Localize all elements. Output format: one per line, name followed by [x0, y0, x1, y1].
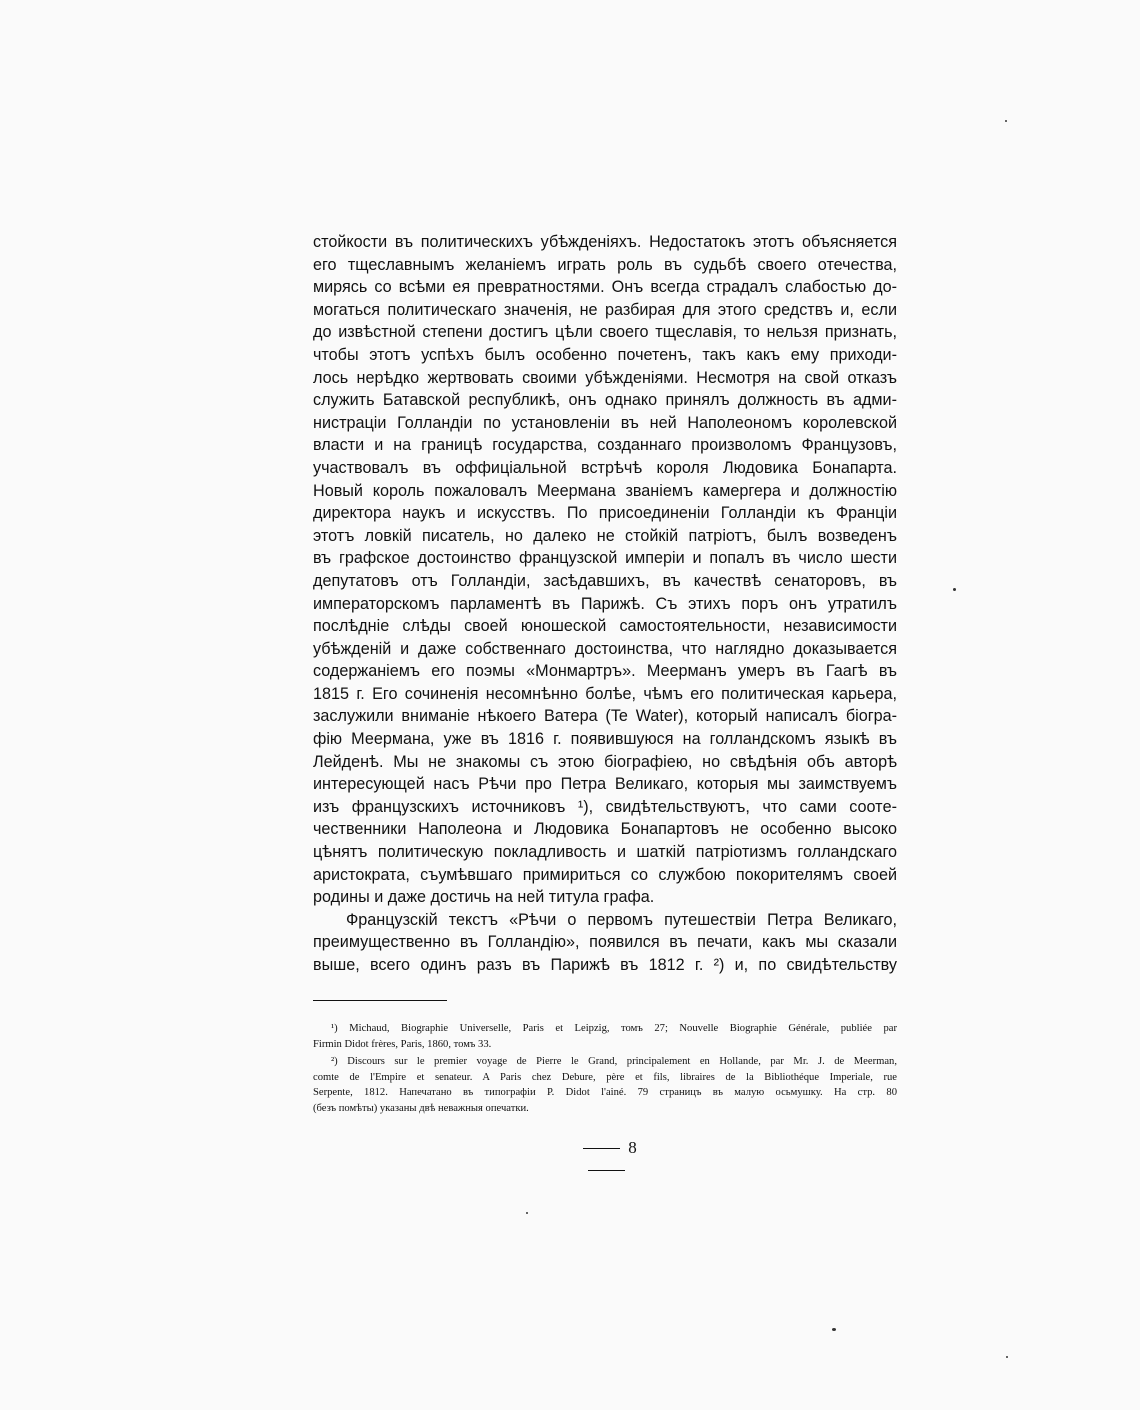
- text-line: участвовалъ въ оффицiальной встрѣчѣ короля Людовика Бонапарта.: [313, 458, 897, 477]
- text-line: Французскiй текстъ «Рѣчи о первомъ путешествiи Петра Великаго,: [346, 910, 897, 929]
- text-line: фiю Меермана, уже въ 1816 г. появившуюся на голландскомъ языкѣ въ: [313, 730, 897, 749]
- text-line: въ графское достоинство французской имперiи и попалъ въ число шести: [313, 549, 897, 568]
- footnote-1-line: ¹) Michaud, Biographie Universelle, Paris et Leipzig, томъ 27; Nouvelle Biographie Générale, publiée par: [331, 1023, 897, 1034]
- text-line: заслужили вниманiе нѣкоего Ватера (Te Water), который написалъ бiогра-: [313, 707, 897, 726]
- scan-speck: [832, 1328, 836, 1331]
- text-line: интересующей насъ Рѣчи про Петра Великаго, которыя мы заимствуемъ: [313, 775, 897, 794]
- text-line: убѣжденiй и даже собственнаго достоинства, что наглядно доказывается: [313, 639, 897, 658]
- text-line: лось нерѣдко жертвовать своими убѣжденiями. Несмотря на свой отказъ: [313, 368, 897, 387]
- scan-speck: [1005, 120, 1007, 122]
- text-line: этотъ ловкiй писатель, но далеко не стойкiй патрiотъ, былъ возведенъ: [313, 526, 897, 545]
- text-line: нистрацiи Голландiи по установленiи въ ней Наполеономъ королевской: [313, 413, 897, 432]
- footnote-2-line: ²) Discours sur le premier voyage de Pierre le Grand, principalement en Hollande, par Mr. J. de Meerman,: [331, 1056, 897, 1068]
- text-line: власти и на границѣ государства, созданнаго произволомъ Французовъ,: [313, 436, 897, 455]
- scan-speck: [1006, 1356, 1008, 1358]
- text-line: родины и даже достичь на ней титула графа.: [313, 888, 655, 907]
- text-line: Лейденѣ. Мы не знакомы съ этою бiографiею, но свѣдѣнiя объ авторѣ: [313, 752, 897, 771]
- text-line: преимущественно въ Голландiю», появился въ печати, какъ мы сказали: [313, 933, 897, 952]
- page-number-dash-right: [588, 1170, 625, 1171]
- footnotes: [313, 1021, 897, 1117]
- text-line: цѣнятъ политическую покладливость и шаткiй патрiотизмъ голландскаго: [313, 843, 897, 862]
- page-number-value: 8: [628, 1138, 637, 1157]
- page-number: [553, 1137, 659, 1181]
- text-line: чтобы этотъ успѣхъ былъ особенно почетенъ, такъ какъ ему приходи-: [313, 345, 897, 364]
- text-line: директора наукъ и искусствъ. По присоединенiи Голландiи къ Францiи: [313, 504, 897, 523]
- text-line: служить Батавской республикѣ, онъ однако принялъ должность въ адми-: [313, 391, 897, 410]
- text-line: могаться политическаго значенiя, не разбирая для этого средствъ и, если: [313, 300, 897, 319]
- text-line: аристократа, съумѣвшаго примириться со службою покорителямъ своей: [313, 865, 897, 884]
- scan-speck: [953, 588, 956, 591]
- footnote-2-line: Serpente, 1812. Напечатано въ типографiи P. Didot l'ainé. 79 страницъ въ малую осьмушку. На стр. 80: [313, 1087, 897, 1099]
- text-line: до извѣстной степени достигъ цѣли своего тщеславiя, то нельзя признать,: [313, 323, 897, 342]
- footnote-divider: [313, 1000, 447, 1001]
- text-line: его тщеславнымъ желанiемъ играть роль въ судьбѣ своего отечества,: [313, 255, 897, 274]
- text-line: чественники Наполеона и Людовика Бонапартовъ не особенно высоко: [313, 820, 897, 839]
- page-number-dash-left: [583, 1148, 620, 1149]
- footnote-1-line: Firmin Didot frères, Paris, 1860, томъ 33.: [313, 1038, 492, 1050]
- text-line: послѣднiе слѣды своей юношеской самостоятельности, независимости: [313, 617, 897, 636]
- footnote-2-line: comte de l'Empire et senateur. A Paris chez Debure, père et fils, libraires de la Bibliothéque Imperiale, rue: [313, 1071, 897, 1083]
- main-text: [313, 231, 897, 977]
- text-line: мирясь со всѣми ея превратностями. Онъ всегда страдалъ слабостью до-: [313, 278, 897, 297]
- text-line: Новый король пожаловалъ Меермана званiемъ камергера и должностiю: [313, 481, 897, 500]
- footnote-2-line: (безъ помѣты) указаны двѣ неважныя опечатки.: [313, 1102, 529, 1114]
- text-line: выше, всего одинъ разъ въ Парижѣ въ 1812 г. ²) и, по свидѣтельству: [313, 956, 897, 974]
- text-line: стойкости въ политическихъ убѣжденiяхъ. Недостатокъ этотъ объясняется: [313, 233, 897, 251]
- text-line: 1815 г. Его сочиненiя несомнѣнно болѣе, чѣмъ его политическая карьера,: [313, 684, 897, 703]
- text-line: депутатовъ отъ Голландiи, засѣдавшихъ, въ качествѣ сенаторовъ, въ: [313, 571, 897, 590]
- text-line: содержанiемъ его поэмы «Монмартръ». Меерманъ умеръ въ Гаагѣ въ: [313, 662, 897, 681]
- text-line: императорскомъ парламентѣ въ Парижѣ. Съ этихъ поръ онъ утратилъ: [313, 594, 897, 613]
- scan-speck: [526, 1212, 528, 1214]
- text-line: изъ французскихъ источниковъ ¹), свидѣтельствуютъ, что сами соотe-: [313, 797, 897, 816]
